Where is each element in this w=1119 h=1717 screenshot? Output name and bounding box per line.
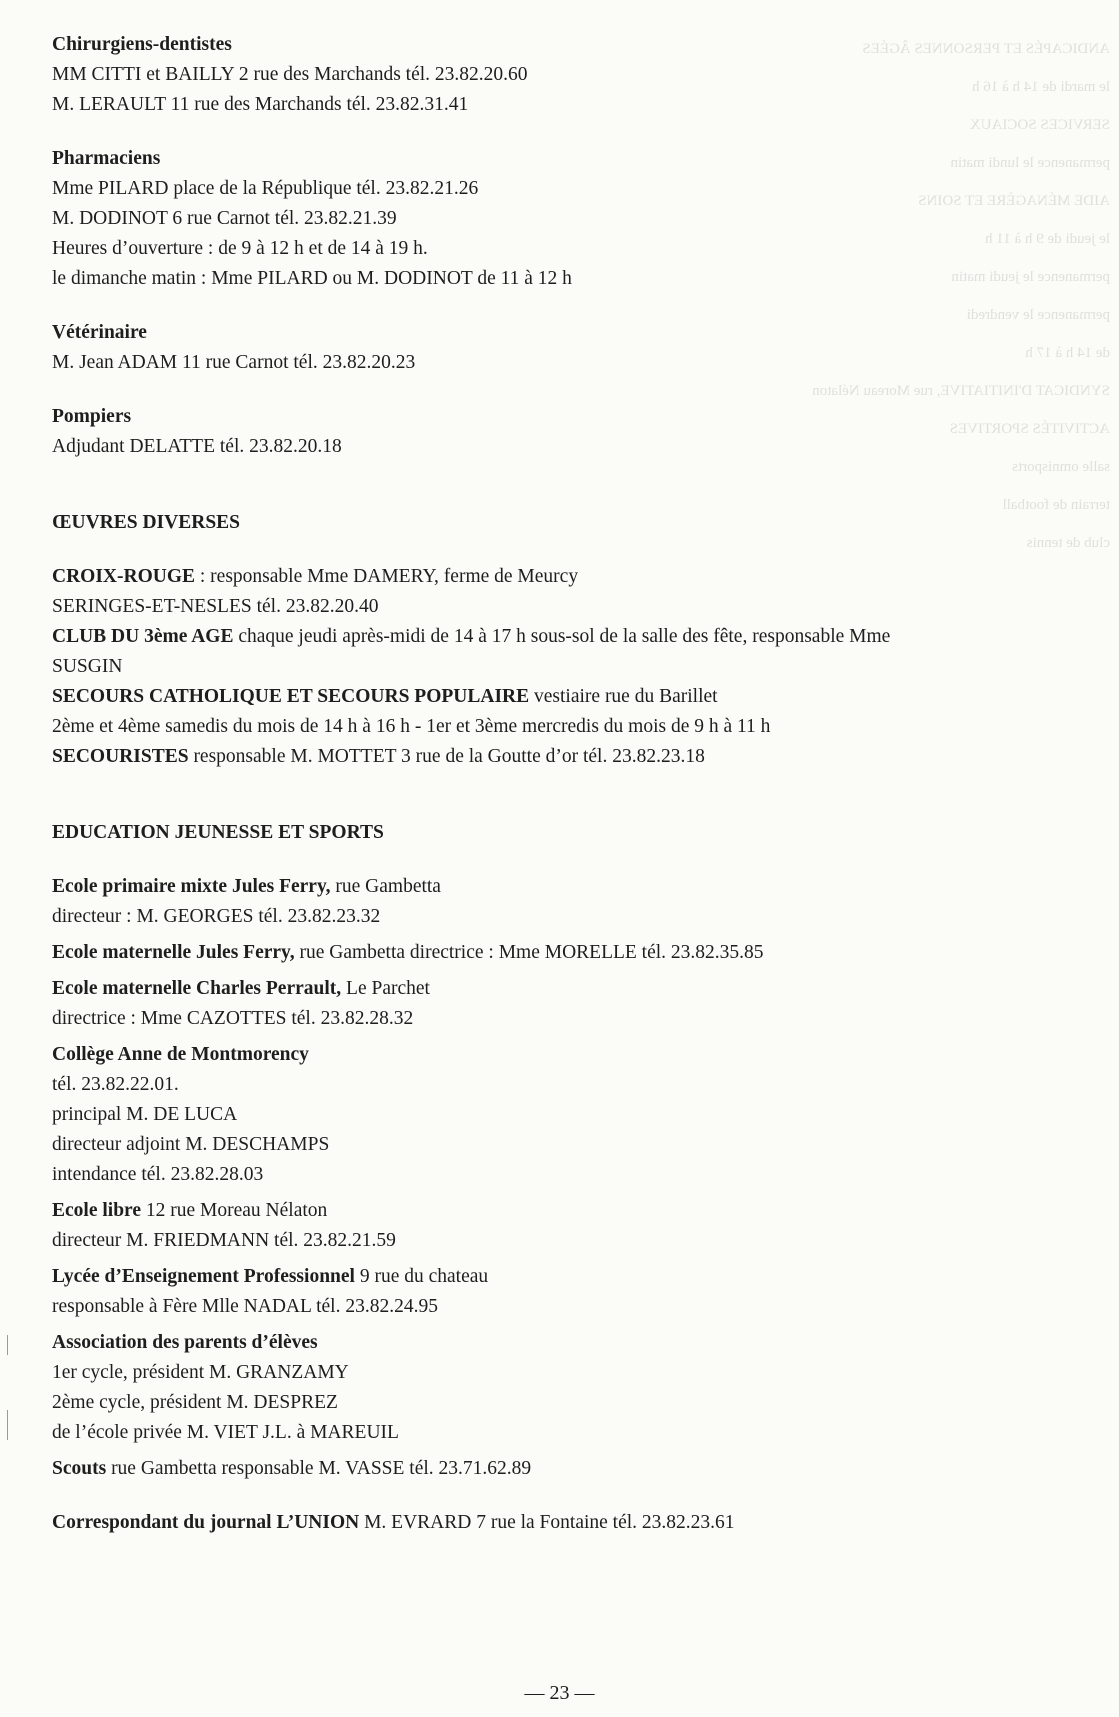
entry-line: M. Jean ADAM 11 rue Carnot tél. 23.82.20.23 bbox=[52, 352, 416, 373]
section-veterinaire bbox=[52, 318, 1092, 378]
heading-veterinaire: Vétérinaire bbox=[52, 322, 147, 343]
page-number: — 23 — bbox=[524, 1682, 595, 1704]
entry-ecole-primaire: Ecole primaire mixte Jules Ferry, rue Gambetta bbox=[52, 876, 441, 897]
heading-chirurgiens: Chirurgiens-dentistes bbox=[52, 34, 232, 55]
entry-line: de l’école privée M. VIET J.L. à MAREUIL bbox=[52, 1422, 399, 1443]
heading-education: EDUCATION JEUNESSE ET SPORTS bbox=[52, 822, 384, 843]
entry-line: intendance tél. 23.82.28.03 bbox=[52, 1164, 264, 1185]
entry-line: tél. 23.82.22.01. bbox=[52, 1074, 179, 1095]
entry-line: M. LERAULT 11 rue des Marchands tél. 23.82.31.41 bbox=[52, 94, 469, 115]
entry-college: Collège Anne de Montmorency bbox=[52, 1044, 309, 1065]
entry-line: Mme PILARD place de la République tél. 23.82.21.26 bbox=[52, 178, 479, 199]
entry-line: SUSGIN bbox=[52, 656, 123, 677]
entry-line: directeur : M. GEORGES tél. 23.82.23.32 bbox=[52, 906, 381, 927]
directory-content bbox=[52, 30, 1092, 1538]
entry-correspondant: Correspondant du journal L’UNION M. EVRARD 7 rue la Fontaine tél. 23.82.23.61 bbox=[52, 1512, 735, 1533]
section-oeuvres bbox=[52, 508, 1092, 772]
entry-line: responsable à Fère Mlle NADAL tél. 23.82.24.95 bbox=[52, 1296, 438, 1317]
entry-ecole-libre: Ecole libre 12 rue Moreau Nélaton bbox=[52, 1200, 328, 1221]
entry-line: le dimanche matin : Mme PILARD ou M. DODINOT de 11 à 12 h bbox=[52, 268, 572, 289]
entry-scouts: Scouts rue Gambetta responsable M. VASSE tél. 23.71.62.89 bbox=[52, 1458, 532, 1479]
entry-maternelle-ferry: Ecole maternelle Jules Ferry, rue Gambetta directrice : Mme MORELLE tél. 23.82.35.85 bbox=[52, 942, 764, 963]
heading-oeuvres: ŒUVRES DIVERSES bbox=[52, 512, 241, 533]
entry-line: 2ème cycle, président M. DESPREZ bbox=[52, 1392, 338, 1413]
entry-line: Adjudant DELATTE tél. 23.82.20.18 bbox=[52, 436, 342, 457]
entry-line: directeur M. FRIEDMANN tél. 23.82.21.59 bbox=[52, 1230, 396, 1251]
bleed-through-text: ANDICAPÉS ET PERSONNES ÂGÉES le mardi de 14 h à 16 h SERVICES SOCIAUX permanence le lundi matin AIDE MÉNAGÈRE ET SOINS le jeudi de 9 h à 11 h permanence le jeudi matin permanence le vendredi de 14 h à 17 h SYNDICAT D'INITIATIVE, rue Moreau Nélaton ACTIVITÉS SPORTIVES salle omnisports terrain de football club de tennis bbox=[812, 41, 1110, 551]
entry-association: Association des parents d’élèves bbox=[52, 1332, 318, 1353]
scan-edge-mark bbox=[7, 1410, 8, 1440]
entry-line: 1er cycle, président M. GRANZAMY bbox=[52, 1362, 349, 1383]
entry-croix-rouge: CROIX-ROUGE : responsable Mme DAMERY, ferme de Meurcy bbox=[52, 566, 579, 587]
entry-secours: SECOURS CATHOLIQUE ET SECOURS POPULAIRE vestiaire rue du Barillet bbox=[52, 686, 718, 707]
entry-line: MM CITTI et BAILLY 2 rue des Marchands tél. 23.82.20.60 bbox=[52, 64, 528, 85]
scan-edge-mark bbox=[7, 1335, 8, 1355]
entry-line: SERINGES-ET-NESLES tél. 23.82.20.40 bbox=[52, 596, 379, 617]
heading-pharmaciens: Pharmaciens bbox=[52, 148, 161, 169]
entry-line: M. DODINOT 6 rue Carnot tél. 23.82.21.39 bbox=[52, 208, 397, 229]
entry-secouristes: SECOURISTES responsable M. MOTTET 3 rue de la Goutte d’or tél. 23.82.23.18 bbox=[52, 746, 705, 767]
entry-line: 2ème et 4ème samedis du mois de 14 h à 16 h - 1er et 3ème mercredis du mois de 9 h à 11 h bbox=[52, 716, 771, 737]
section-chirurgiens bbox=[52, 30, 1092, 120]
entry-line: directeur adjoint M. DESCHAMPS bbox=[52, 1134, 330, 1155]
section-pompiers bbox=[52, 402, 1092, 462]
entry-line: directrice : Mme CAZOTTES tél. 23.82.28.32 bbox=[52, 1008, 414, 1029]
entry-line: Heures d’ouverture : de 9 à 12 h et de 14 à 19 h. bbox=[52, 238, 428, 259]
heading-pompiers: Pompiers bbox=[52, 406, 132, 427]
entry-club: CLUB DU 3ème AGE chaque jeudi après-midi de 14 à 17 h sous-sol de la salle des fête, responsable Mme bbox=[52, 626, 891, 647]
entry-maternelle-perrault: Ecole maternelle Charles Perrault, Le Parchet bbox=[52, 978, 430, 999]
entry-line: principal M. DE LUCA bbox=[52, 1104, 238, 1125]
section-pharmaciens bbox=[52, 144, 1092, 294]
section-education bbox=[52, 818, 1092, 1484]
entry-lycee: Lycée d’Enseignement Professionnel 9 rue du chateau bbox=[52, 1266, 489, 1287]
